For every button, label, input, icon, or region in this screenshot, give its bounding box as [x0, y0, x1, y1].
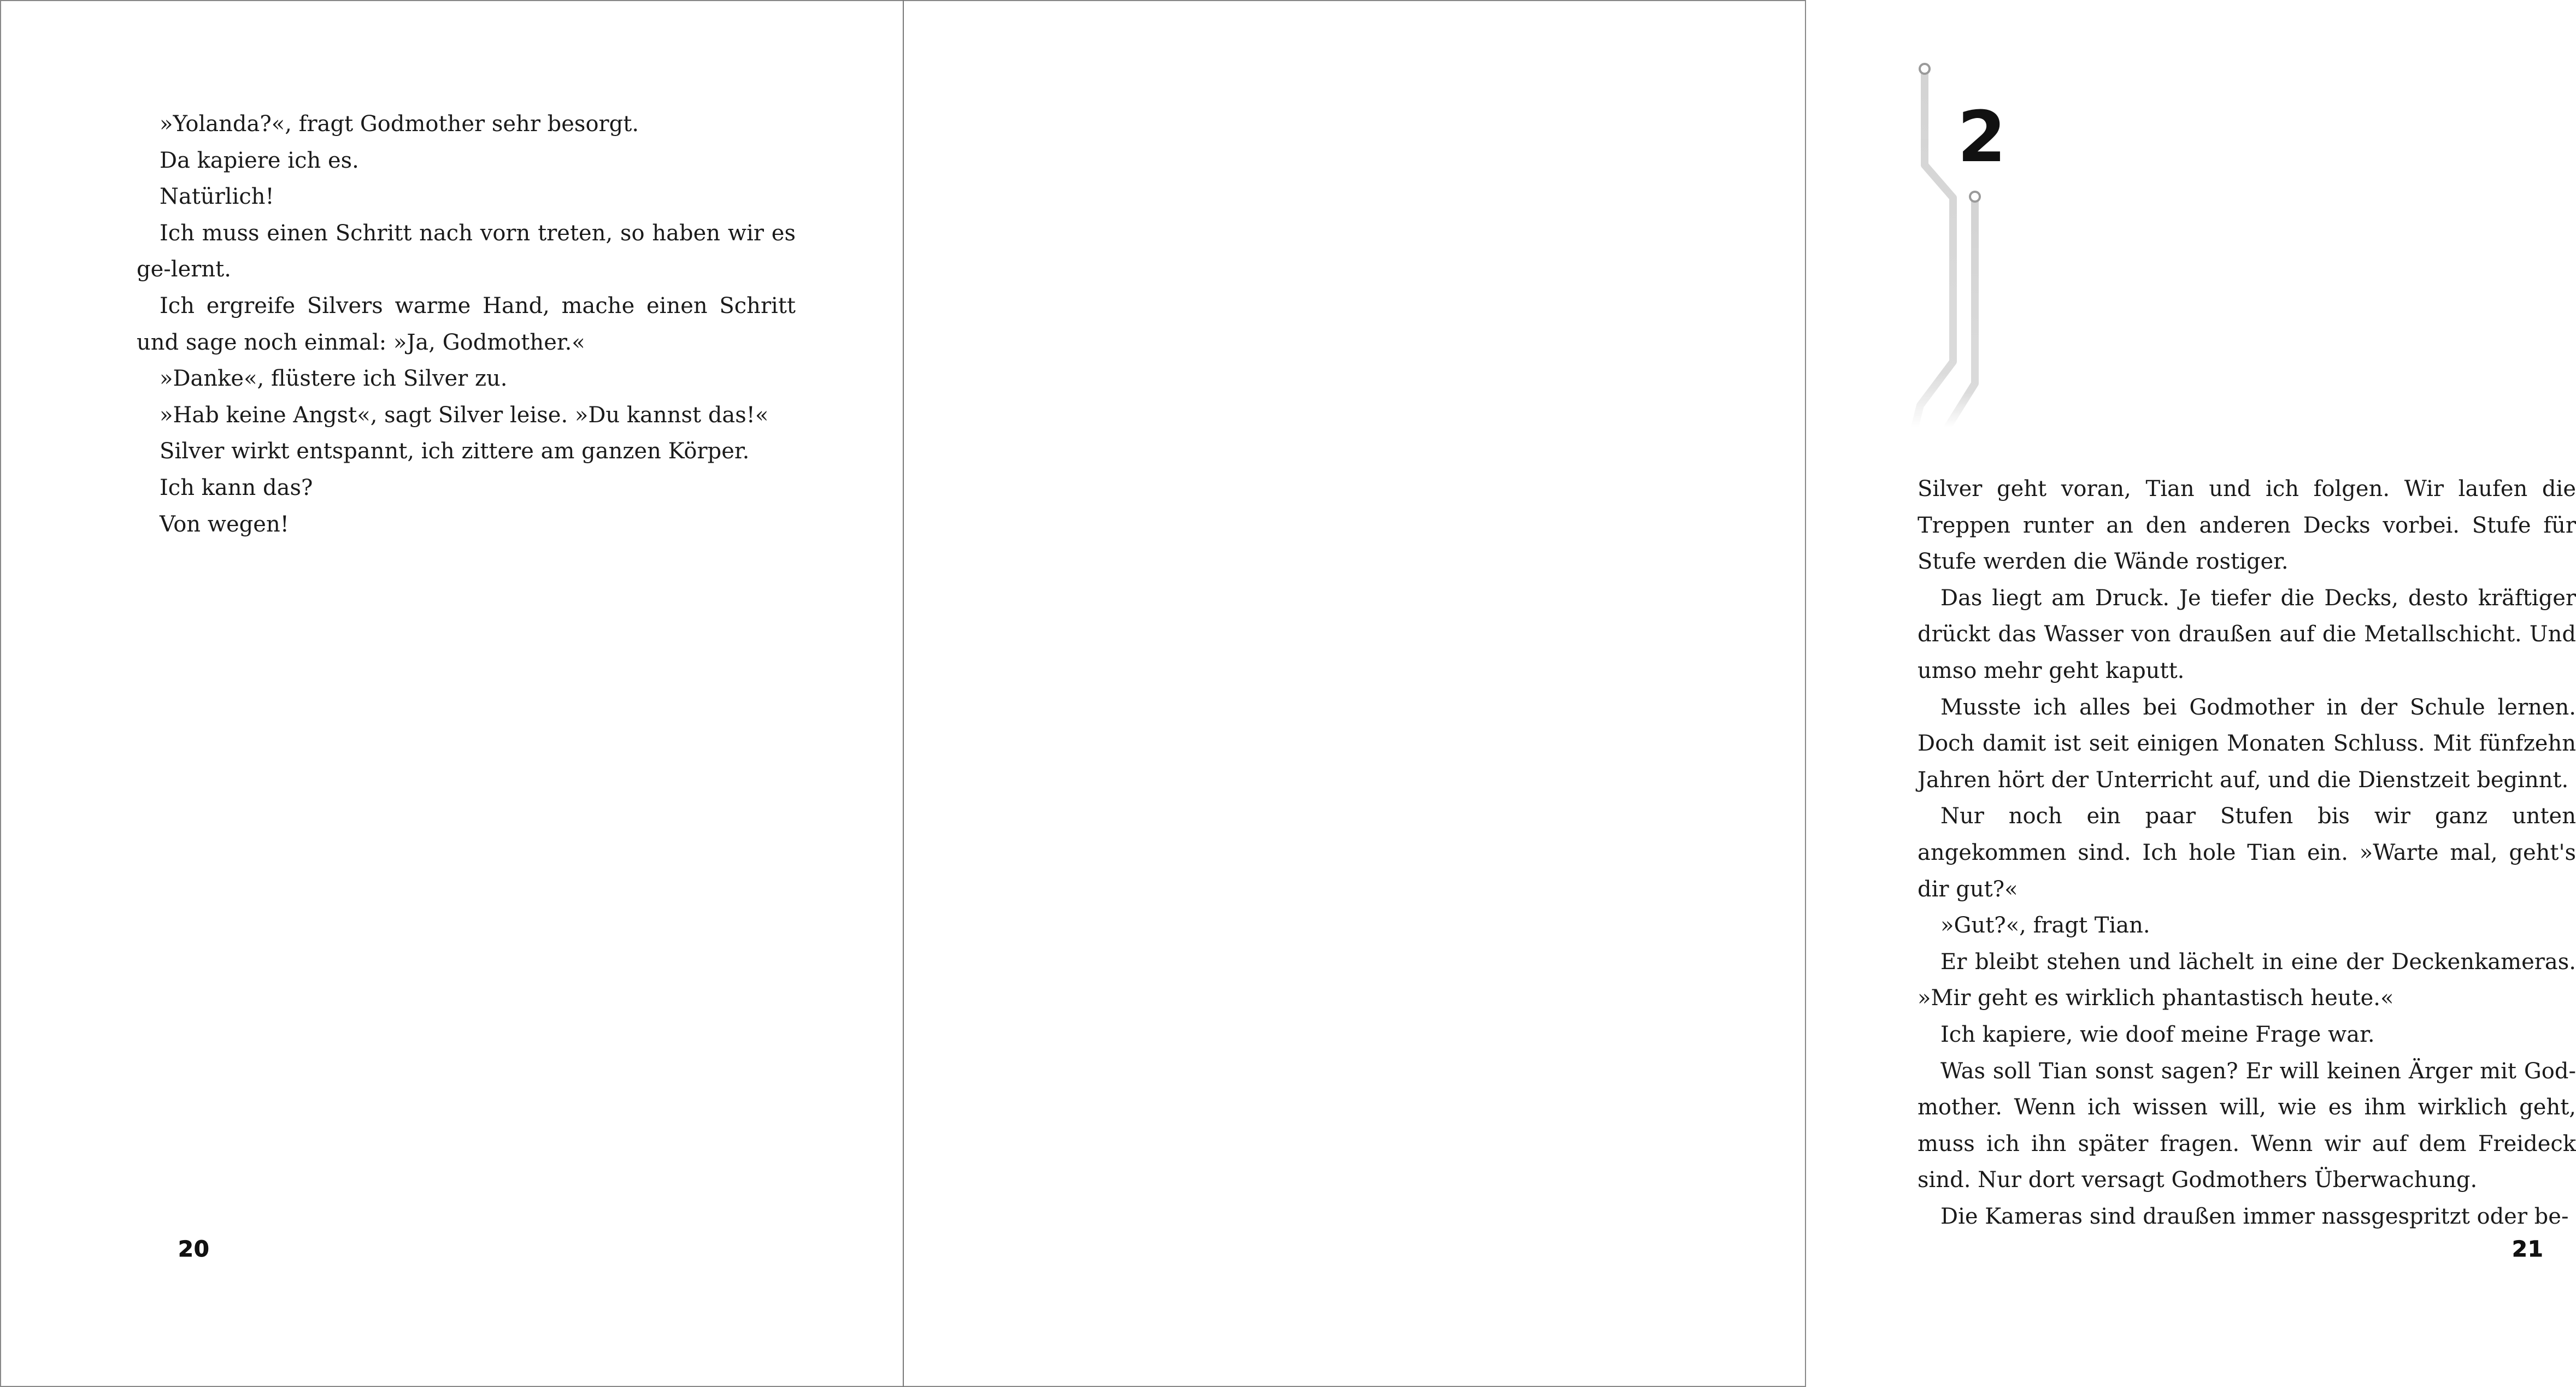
paragraph: Von wegen! [160, 511, 289, 537]
page-number: 20 [178, 1237, 210, 1262]
paragraph: Silver geht voran, Tian und ich folgen. Wir laufen die Treppen runter an den anderen Decks vorbei. Stufe für Stufe werden die Wände rostiger. [1918, 476, 2576, 575]
left-page-text [137, 106, 796, 542]
paragraph: »Hab keine Angst«, sagt Silver leise. »Du kannst das!« [160, 402, 769, 428]
paragraph: Was soll Tian sonst sagen? Er will keinen Ärger mit God-mother. Wenn ich wissen will, wie es ihm wirklich geht, muss ich ihn später fragen. Wenn wir auf dem Freideck sind. Nur dort versagt Godmothers Überwachung. [1918, 1058, 2576, 1193]
paragraph: »Danke«, flüstere ich Silver zu. [160, 366, 508, 392]
paragraph: »Gut?«, fragt Tian. [1940, 913, 2150, 939]
paragraph: Natürlich! [160, 184, 274, 210]
paragraph: Er bleibt stehen und lächelt in eine der Deckenkameras. »Mir geht es wirklich phantastisch heute.« [1918, 949, 2576, 1011]
paragraph: Ich kapiere, wie doof meine Frage war. [1940, 1022, 2375, 1047]
paragraph: Das liegt am Druck. Je tiefer die Decks, desto kräftiger drückt das Wasser von draußen auf die Metallschicht. Und umso mehr geht kaputt. [1918, 585, 2576, 683]
paragraph: Ich ergreife Silvers warme Hand, mache einen Schritt und sage noch einmal: »Ja, Godmother.« [137, 293, 796, 355]
right-page [904, 0, 2576, 1387]
paragraph: Die Kameras sind draußen immer nassgespritzt oder be- [1940, 1203, 2569, 1229]
paragraph: Da kapiere ich es. [160, 147, 359, 173]
chapter-number: 2 [1957, 97, 2007, 178]
right-page-text [1918, 471, 2576, 1235]
paragraph: Ich muss einen Schritt nach vorn treten, so haben wir es ge-lernt. [137, 220, 796, 282]
paragraph: Ich kann das? [160, 475, 313, 500]
paragraph: »Yolanda?«, fragt Godmother sehr besorgt. [160, 111, 639, 137]
paragraph: Musste ich alles bei Godmother in der Schule lernen. Doch damit ist seit einigen Monaten Schluss. Mit fünfzehn Jahren hört der Unterricht auf, und die Dienstzeit beginnt. [1918, 694, 2576, 793]
left-page [0, 0, 903, 1387]
page-number: 21 [2512, 1237, 2544, 1262]
paragraph: Silver wirkt entspannt, ich zittere am ganzen Körper. [160, 439, 750, 464]
paragraph: Nur noch ein paar Stufen bis wir ganz unten angekommen sind. Ich hole Tian ein. »Warte mal, geht's dir gut?« [1918, 804, 2576, 902]
